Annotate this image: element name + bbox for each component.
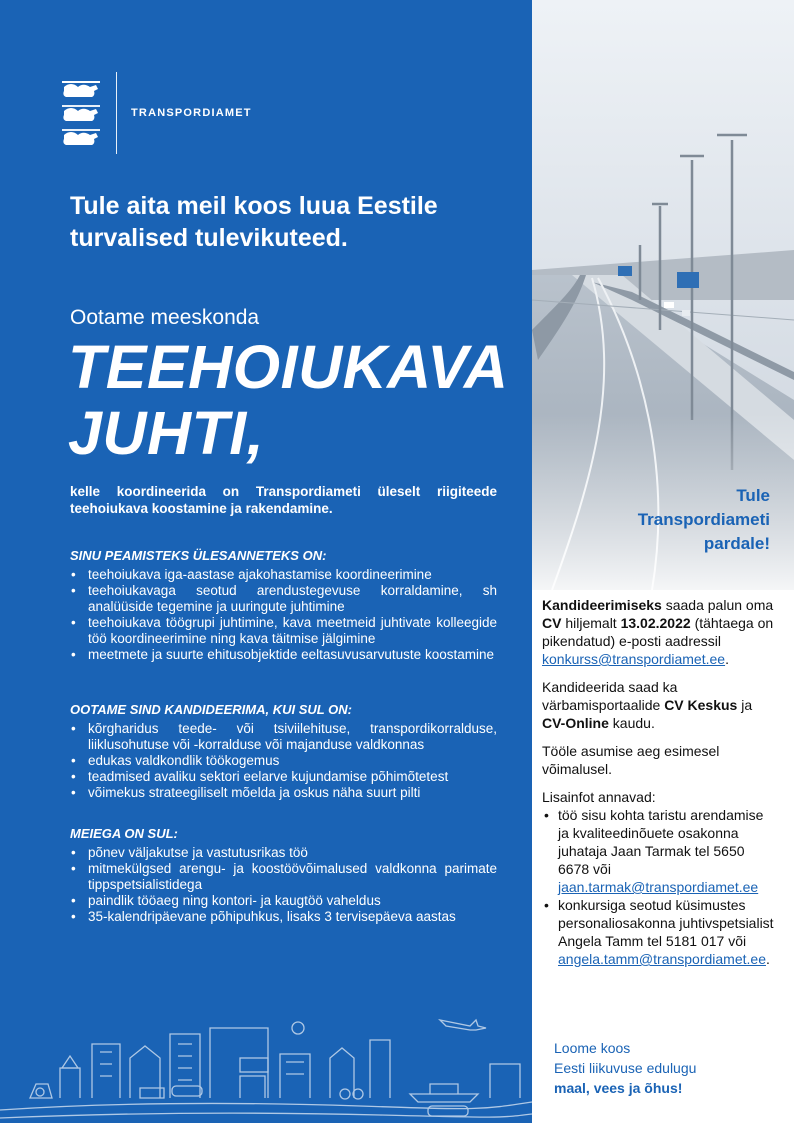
- contact-item: • konkursiga seotud küsimustes personaliosakonna juhtivspetsialist Angela Tamm tel 5181 017 või angela.tamm@transpordiamet.ee.: [542, 896, 778, 968]
- requirements-list: [70, 721, 497, 801]
- application-info: [542, 596, 778, 968]
- start-date-paragraph: Tööle asumise aeg esimesel võimalusel.: [542, 743, 720, 777]
- apply-paragraph: Kandideerimiseks saada palun oma CV hiljemalt 13.02.2022 (tähtaega on pikendatud) e-posti aadressil konkurss@transpordiamet.ee.: [542, 597, 774, 667]
- closing-line2: Eesti liikuvuse edulugu: [554, 1060, 697, 1076]
- apply-text: (tähtaega on pikendatud) e-posti aadressil: [542, 615, 774, 649]
- apply-bold-label: Kandideerimiseks: [542, 597, 662, 613]
- portals-paragraph: [542, 678, 778, 732]
- tasks-heading: SINU PEAMISTEKS ÜLESANNETEKS ON:: [70, 548, 327, 563]
- cv-keskus: CV Keskus: [664, 697, 738, 713]
- list-item: • teadmised avaliku sektori eelarve kujundamise põhimõtetest: [70, 769, 497, 785]
- closing-slogan: [554, 1038, 696, 1098]
- list-item: • teehoiukava töögrupi juhtimine, kava meetmeid juhtivate kolleegide töö koordineerimine ning kava täitmise jälgimine: [70, 615, 497, 647]
- job-title-line2: JUHTI,: [68, 399, 265, 467]
- portals-text: kaudu.: [612, 715, 655, 731]
- list-item: • võimekus strateegiliselt mõelda ja oskus näha suurt pilti: [70, 785, 497, 801]
- tasks-section: [70, 548, 497, 663]
- requirements-heading: OOTAME SIND KANDIDEERIMA, KUI SUL ON:: [70, 702, 352, 717]
- contacts-list: [542, 806, 778, 968]
- headline-line1: Tule aita meil koos luua Eestile: [70, 192, 438, 220]
- offer-list: [70, 845, 497, 925]
- intro-text: Ootame meeskonda: [70, 306, 260, 329]
- headline-line2: turvalised tulevikuteed.: [70, 224, 348, 252]
- apply-text: hiljemalt: [565, 615, 617, 631]
- coat-of-arms-icon: [58, 77, 104, 149]
- offer-section: [70, 826, 497, 925]
- application-email-link[interactable]: konkurss@transpordiamet.ee: [542, 651, 726, 667]
- deadline-date: 13.02.2022: [620, 615, 691, 631]
- info-heading: Lisainfot annavad:: [542, 789, 656, 805]
- brand-name: TRANSPORDIAMET: [131, 107, 252, 119]
- list-item: • teehoiukava iga-aastase ajakohastamise koordineerimine: [70, 567, 497, 583]
- list-item: • meetmete ja suurte ehitusobjektide eeltasuvusarvutuste koostamine: [70, 647, 497, 663]
- list-item: • põnev väljakutse ja vastutusrikas töö: [70, 845, 497, 861]
- contact-text: töö sisu kohta taristu arendamise ja kvaliteedinõuete osakonna juhataja Jaan Tarmak tel 5650 6678 või: [558, 807, 764, 877]
- cv-online: CV-Online: [542, 715, 609, 731]
- contact-email-link[interactable]: jaan.tarmak@transpordiamet.ee: [558, 879, 759, 895]
- list-item: • kõrgharidus teede- või tsiviilehituse, transpordikorralduse, liiklusohutuse või -korralduse või majanduse valdkonnas: [70, 721, 497, 753]
- tagline-line2: Transpordiameti: [637, 510, 770, 529]
- tagline-line3: pardale!: [703, 534, 770, 553]
- list-item: • edukas valdkondlik töökogemus: [70, 753, 497, 769]
- job-title: [68, 334, 528, 466]
- portals-text: ja: [741, 697, 753, 713]
- logo-divider: [116, 72, 117, 154]
- offer-heading: MEIEGA ON SUL:: [70, 826, 178, 841]
- list-item: • teehoiukavaga seotud arendustegevuse korraldamine, sh analüüside tegemine ja uuringute juhtimine: [70, 583, 497, 615]
- list-item: • paindlik tööaeg ning kontori- ja kaugtöö vaheldus: [70, 893, 497, 909]
- tasks-list: [70, 567, 497, 663]
- list-item: • mitmekülgsed arengu- ja koostöövõimalused valdkonna parimate tippspetsialistidega: [70, 861, 497, 893]
- job-description: kelle koordineerida on Transpordiameti üleselt riigiteede teehoiukava koostamine ja rakendamine.: [70, 484, 497, 516]
- job-title-line1: TEEHOIUKAVA: [68, 333, 509, 401]
- list-item: • 35-kalendripäevane põhipuhkus, lisaks 3 tervisepäeva aastas: [70, 909, 497, 925]
- contact-item: [542, 806, 778, 896]
- contact-email-link[interactable]: angela.tamm@transpordiamet.ee: [558, 951, 766, 967]
- portals-text: Kandideerida saad ka värbamisportaalide: [542, 679, 678, 713]
- contact-text: konkursiga seotud küsimustes personaliosakonna juhtivspetsialist Angela Tamm tel 5181 017 või: [558, 897, 774, 949]
- apply-cv: CV: [542, 615, 562, 631]
- tagline: [638, 484, 770, 556]
- logo: [58, 72, 252, 154]
- requirements-section: [70, 702, 497, 801]
- closing-line1: Loome koos: [554, 1040, 631, 1056]
- tagline-line1: Tule: [736, 486, 770, 505]
- closing-line3: maal, vees ja õhus!: [554, 1080, 683, 1096]
- city-skyline-illustration: [0, 998, 532, 1123]
- apply-text: saada palun oma: [665, 597, 774, 613]
- headline: [70, 190, 510, 254]
